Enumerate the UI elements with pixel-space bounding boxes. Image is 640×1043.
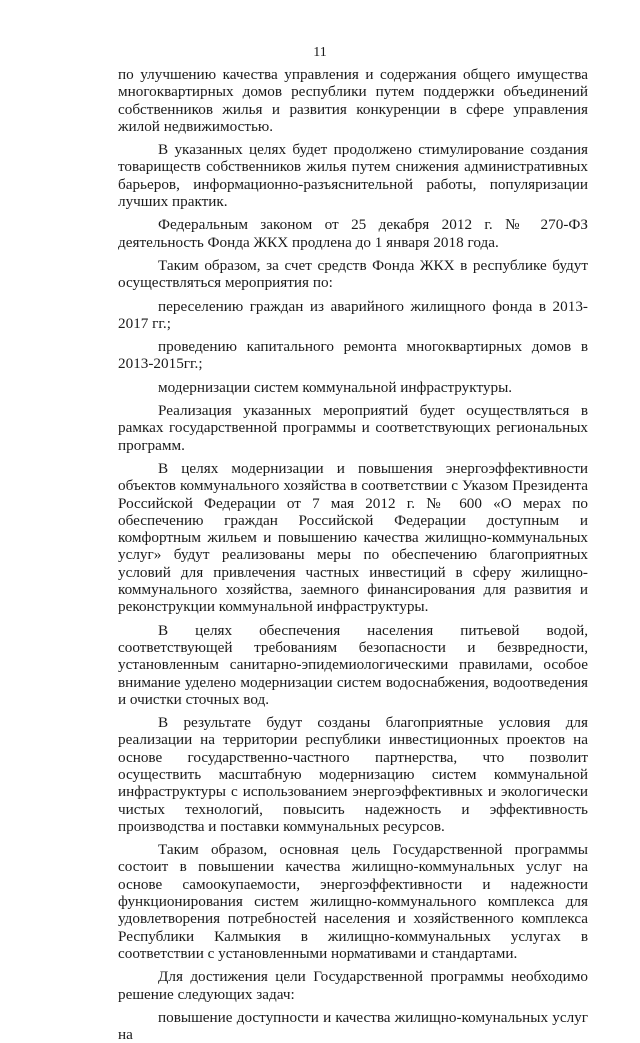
paragraph: модернизации систем коммунальной инфраструктуры. <box>158 378 513 396</box>
paragraph: по улучшению качества управления и содержания общего имущества многоквартирных домов республики путем поддержки объединений собственников жилья и развития конкуренции в сфере управления жилой недвижимостью. <box>118 66 588 135</box>
paragraph: Таким образом, основная цель Государственной программы состоит в повышении качества жилищно-коммунальных услуг на основе самоокупаемости, энергоэффективности и надежности функционирования систем жилищно-коммунального комплекса для удовлетворения потребностей населения и хозяйственного комплекса Республики Калмыкия в жилищно-коммунальных услугах в соответствии с установленными нормативами и стандартами. <box>118 841 588 962</box>
paragraph: повышение доступности и качества жилищно-комунальных услуг на <box>118 1008 588 1043</box>
paragraph: Федеральным законом от 25 декабря 2012 г. № 270-ФЗ деятельность Фонда ЖКХ продлена до 1 января 2018 года. <box>118 216 588 251</box>
paragraph: В целях модернизации и повышения энергоэффективности объектов коммунального хозяйства в соответствии с Указом Президента Российской Федерации от 7 мая 2012 г. № 600 «О мерах по обеспечению граждан Российской Федерации доступным и комфортным жильем и повышению качества жилищно-коммунальных услуг» будут реализованы меры по обеспечению благоприятных условий для привлечения частных инвестиций в сферу жилищно-коммунального хозяйства, заемного финансирования для развития и реконструкции коммунальной инфраструктуры. <box>118 459 588 616</box>
paragraph: Для достижения цели Государственной программы необходимо решение следующих задач: <box>118 968 588 1003</box>
paragraph: В указанных целях будет продолжено стимулирование создания товариществ собственников жилья путем снижения административных барьеров, информационно-разъяснительной работы, популяризации лучших практик. <box>118 141 588 211</box>
page-number: 11 <box>313 45 327 60</box>
paragraph: проведению капитального ремонта многоквартирных домов в 2013-2015гг.; <box>118 338 588 373</box>
paragraph: В результате будут созданы благоприятные условия для реализации на территории республики инвестиционных проектов на основе государственно-частного партнерства, что позволит осуществить масштабную модернизацию систем коммунальной инфраструктуры с использованием энергоэффективных и экологически чистых технологий, повысить надежность и эффективность производства и поставки коммунальных ресурсов. <box>118 714 588 835</box>
paragraph: Таким образом, за счет средств Фонда ЖКХ в республике будут осуществляться мероприятия по: <box>118 256 588 292</box>
paragraph: В целях обеспечения населения питьевой водой, соответствующей требованиям безопасности и безвредности, установленным санитарно-эпидемиологическими правилами, особое внимание уделено модернизации систем водоснабжения, водоотведения и очистки сточных вод. <box>118 621 588 708</box>
body-text <box>118 66 588 1043</box>
paragraph: переселению граждан из аварийного жилищного фонда в 2013-2017 гг.; <box>118 297 588 332</box>
paragraph: Реализация указанных мероприятий будет осуществляться в рамках государственной программы и соответствующих региональных программ. <box>118 402 588 454</box>
